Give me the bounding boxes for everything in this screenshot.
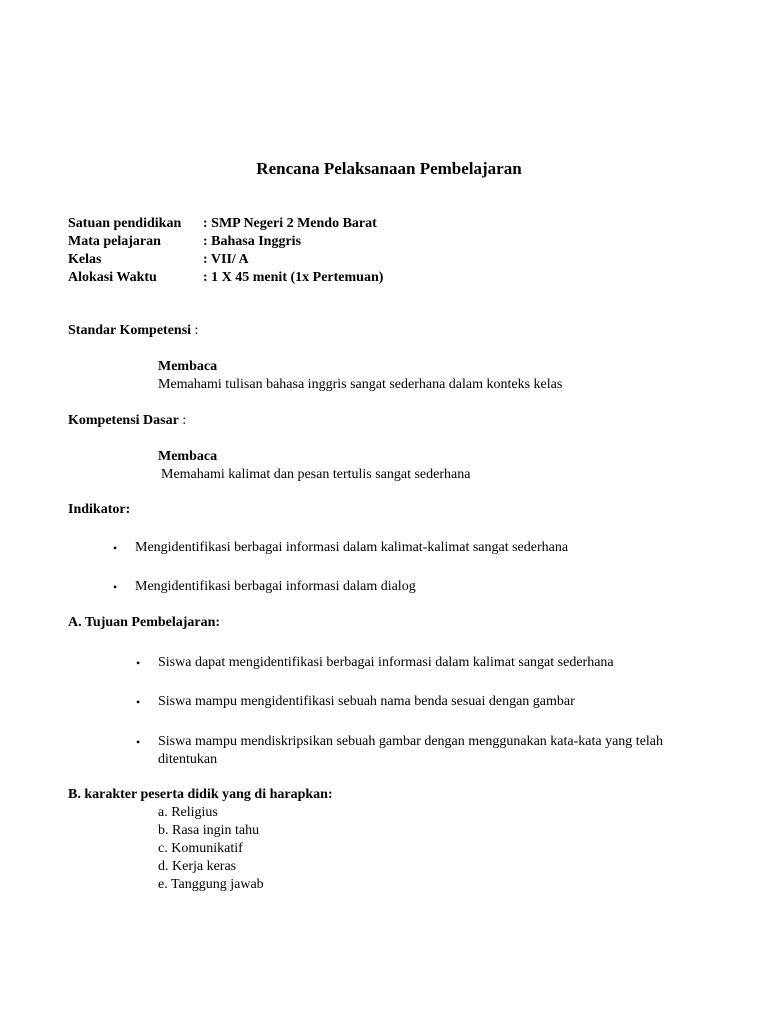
standar-kompetensi-colon: :	[191, 323, 199, 338]
indikator-bullet-2: •	[113, 580, 118, 594]
indikator-item-2: Mengidentifikasi berbagai informasi dalam dialog	[135, 579, 416, 594]
indikator-item-1: Mengidentifikasi berbagai informasi dalam kalimat-kalimat sangat sederhana	[135, 540, 569, 555]
identity-value-mapel: : Bahasa Inggris	[203, 234, 302, 249]
kompetensi-dasar-heading-text: Kompetensi Dasar	[68, 413, 179, 428]
identity-label-kelas: Kelas	[68, 252, 102, 267]
karakter-heading: B. karakter peserta didik yang di harapkan:	[68, 787, 333, 802]
karakter-item-rasa-ingin-tahu: b. Rasa ingin tahu	[158, 823, 260, 838]
tujuan-item-1: Siswa dapat mengidentifikasi berbagai informasi dalam kalimat sangat sederhana	[158, 655, 614, 670]
karakter-item-komunikatif: c. Komunikatif	[158, 841, 243, 856]
karakter-item-religius: a. Religius	[158, 805, 218, 820]
tujuan-item-3: Siswa mampu mendiskripsikan sebuah gambar dengan menggunakan kata-kata yang telah	[158, 734, 664, 749]
kompetensi-dasar-text: Memahami kalimat dan pesan tertulis sangat sederhana	[161, 467, 471, 482]
tujuan-item-3-continuation: ditentukan	[158, 752, 218, 767]
standar-kompetensi-heading-text: Standar Kompetensi	[68, 323, 192, 338]
document-title: Rencana Pelaksanaan Pembelajaran	[256, 159, 522, 178]
identity-label-mapel: Mata pelajaran	[68, 234, 161, 249]
identity-value-kelas: : VII/ A	[203, 252, 249, 267]
tujuan-heading: A. Tujuan Pembelajaran:	[68, 615, 221, 630]
identity-value-alokasi: : 1 X 45 menit (1x Pertemuan)	[203, 270, 384, 285]
tujuan-bullet-3: •	[136, 735, 141, 749]
kompetensi-dasar-colon: :	[178, 413, 187, 428]
indikator-heading: Indikator:	[68, 502, 131, 517]
identity-label-alokasi: Alokasi Waktu	[68, 270, 157, 285]
kompetensi-dasar-heading	[68, 412, 186, 430]
kompetensi-dasar-skill: Membaca	[158, 449, 218, 464]
tujuan-bullet-1: •	[136, 656, 141, 670]
tujuan-bullet-2: •	[136, 695, 141, 709]
standar-kompetensi-text: Memahami tulisan bahasa inggris sangat sederhana dalam konteks kelas	[158, 377, 563, 392]
karakter-item-tanggung-jawab: e. Tanggung jawab	[158, 877, 264, 892]
standar-kompetensi-heading	[68, 322, 198, 340]
identity-value-satuan: : SMP Negeri 2 Mendo Barat	[203, 216, 377, 231]
standar-kompetensi-skill: Membaca	[158, 359, 218, 374]
tujuan-item-2: Siswa mampu mengidentifikasi sebuah nama benda sesuai dengan gambar	[158, 694, 575, 709]
indikator-bullet-1: •	[113, 541, 118, 555]
identity-label-satuan: Satuan pendidikan	[68, 216, 182, 231]
karakter-item-kerja-keras: d. Kerja keras	[158, 859, 237, 874]
